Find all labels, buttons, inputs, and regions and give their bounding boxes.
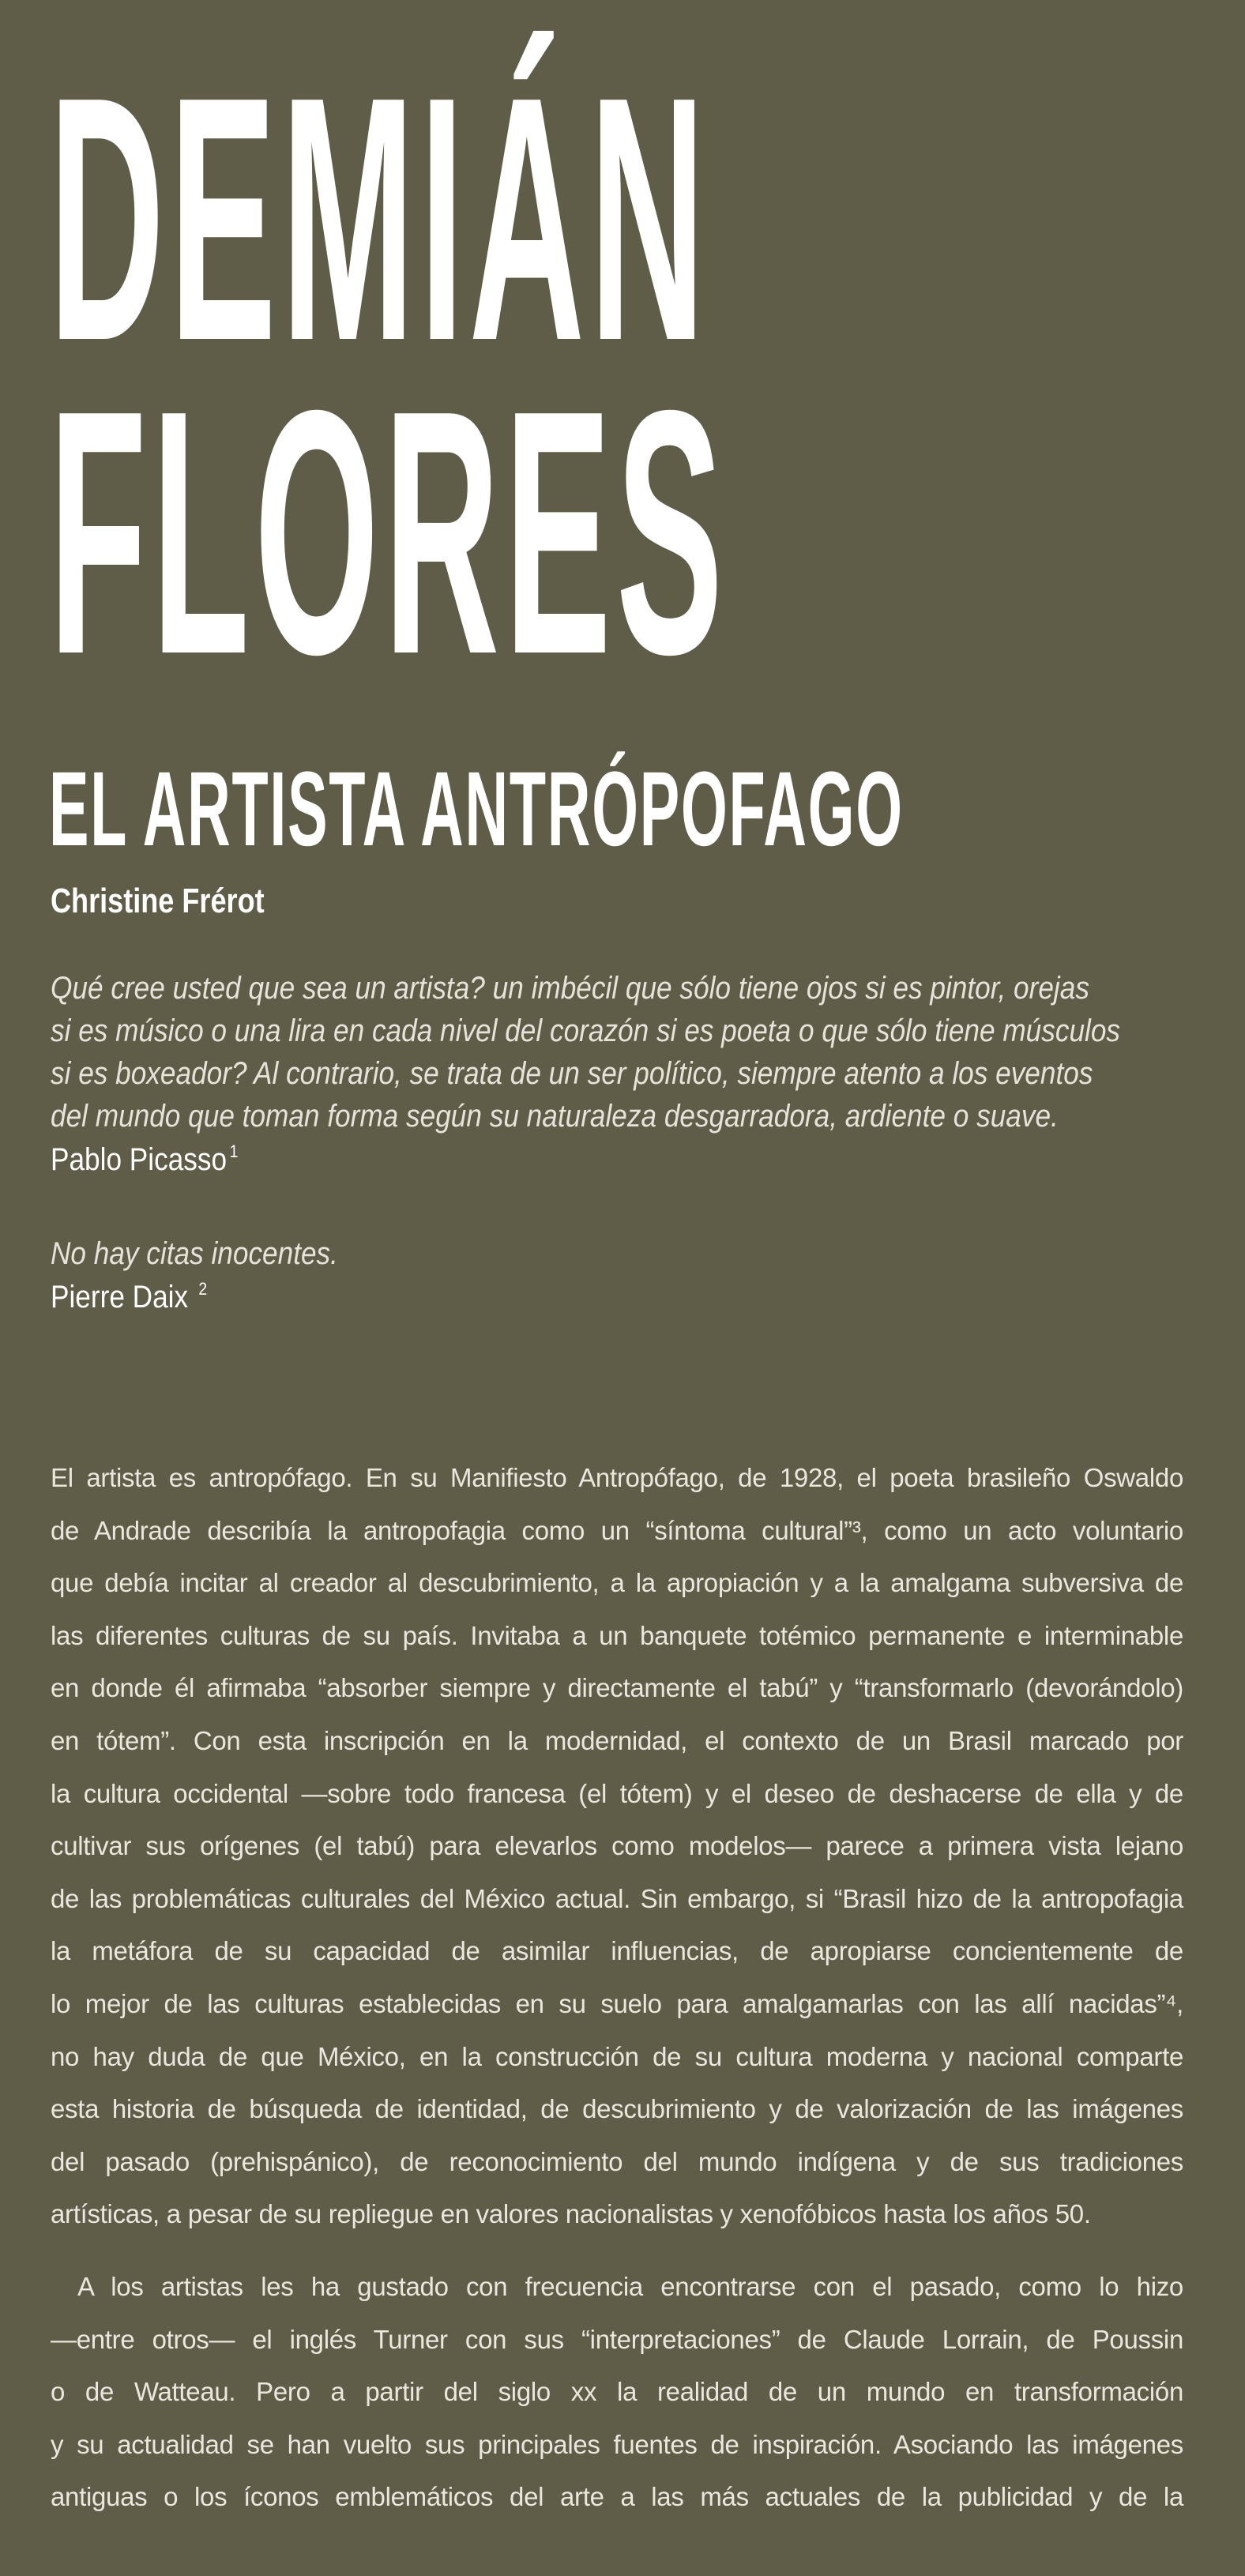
paragraph-line: y su actualidad se han vuelto sus principales fuentes de inspiración. Asociando las imágenes bbox=[51, 2429, 1183, 2459]
paragraph-line: no hay duda de que México, en la construcción de su cultura moderna y nacional comparte bbox=[51, 2041, 1183, 2071]
paragraph-line: la metáfora de su capacidad de asimilar influencias, de apropiarse concientemente de bbox=[51, 1936, 1183, 1966]
quote-author-name: Pierre Daix bbox=[51, 1280, 189, 1314]
paragraph-line: antiguas o los íconos emblemáticos del arte a las más actuales de la publicidad y de la bbox=[51, 2482, 1183, 2512]
paragraph-line: El artista es antropófago. En su Manifiesto Antropófago, de 1928, el poeta brasileño Oswaldo bbox=[51, 1463, 1183, 1492]
subtitle: EL ARTISTA ANTRÓPOFAGO bbox=[49, 750, 904, 868]
paragraph-line: A los artistas les ha gustado con frecuencia encontrarse con el pasado, como lo hizo bbox=[77, 2272, 1183, 2301]
paragraph-line: cultivar sus orígenes (el tabú) para elevarlos como modelos— parece a primera vista lejano bbox=[51, 1831, 1183, 1861]
body-paragraph bbox=[51, 1452, 1183, 2241]
paragraph-line: de las problemáticas culturales del México actual. Sin embargo, si “Brasil hizo de la antropofagia bbox=[51, 1883, 1183, 1913]
paragraph-line: lo mejor de las culturas establecidas en su suelo para amalgamarlas con las allí nacidas”⁴, bbox=[51, 1988, 1183, 2018]
quote-author-name: Pablo Picasso bbox=[51, 1142, 228, 1177]
quote-line: si es boxeador? Al contrario, se trata de un ser político, siempre atento a los eventos bbox=[51, 1056, 1093, 1091]
quote-attribution bbox=[51, 1275, 1066, 1319]
footnote-marker: 2 bbox=[198, 1279, 208, 1299]
paragraph-line: que debía incitar al creador al descubrimiento, a la apropiación y a la amalgama subversiva de bbox=[51, 1568, 1183, 1598]
paragraph-line: la cultura occidental —sobre todo francesa (el tótem) y el deseo de deshacerse de ella y de bbox=[51, 1778, 1183, 1808]
paragraph-line: del pasado (prehispánico), de reconocimiento del mundo indígena y de sus tradiciones bbox=[51, 2146, 1183, 2176]
paragraph-line: esta historia de búsqueda de identidad, de descubrimiento y de valorización de las imágenes bbox=[51, 2094, 1183, 2124]
quote-attribution bbox=[51, 1138, 1066, 1182]
paragraph-line: o de Watteau. Pero a partir del siglo xx la realidad de un mundo en transformación bbox=[51, 2377, 1183, 2407]
title-line-first-name: DEMIÁN bbox=[49, 25, 710, 413]
author-name: Christine Frérot bbox=[51, 882, 265, 920]
epigraph-quote bbox=[51, 967, 1121, 1182]
paragraph-line: de Andrade describía la antropofagia como un “síntoma cultural”³, como un acto voluntario bbox=[51, 1515, 1183, 1545]
footnote-marker: 1 bbox=[229, 1141, 239, 1161]
epigraph-quote bbox=[51, 1232, 1066, 1319]
title-line-last-name: FLORES bbox=[49, 339, 728, 727]
quote-line: No hay citas inocentes. bbox=[51, 1236, 338, 1271]
paragraph-line: en donde él afirmaba “absorber siempre y directamente el tabú” y “transformarlo (devorándolo) bbox=[51, 1673, 1183, 1703]
paragraph-line: —entre otros— el inglés Turner con sus “interpretaciones” de Claude Lorrain, de Poussin bbox=[51, 2324, 1183, 2354]
quote-line: Qué cree usted que sea un artista? un imbécil que sólo tiene ojos si es pintor, orejas bbox=[51, 971, 1089, 1006]
body-paragraph bbox=[51, 2261, 1183, 2524]
paragraph-line: las diferentes culturas de su país. Invitaba a un banquete totémico permanente e interminable bbox=[51, 1620, 1183, 1650]
quote-line: del mundo que toman forma según su naturaleza desgarradora, ardiente o suave. bbox=[51, 1099, 1059, 1134]
quote-line: si es músico o una lira en cada nivel del corazón si es poeta o que sólo tiene músculos bbox=[51, 1013, 1121, 1048]
paragraph-line: en tótem”. Con esta inscripción en la modernidad, el contexto de un Brasil marcado por bbox=[51, 1725, 1183, 1755]
paragraph-line: artísticas, a pesar de su repliegue en valores nacionalistas y xenofóbicos hasta los años 50. bbox=[51, 2199, 1091, 2229]
